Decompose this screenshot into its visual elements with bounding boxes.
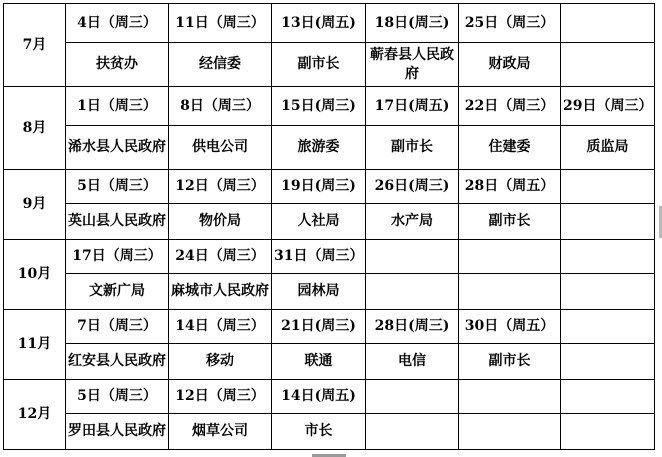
unit-cell: 扶贫办 [66, 43, 169, 87]
unit-cell: 水产局 [366, 204, 459, 240]
month-cell: 7月 [4, 4, 66, 87]
month-cell: 12月 [4, 380, 66, 450]
date-cell [561, 4, 655, 43]
unit-cell: 经信委 [169, 43, 272, 87]
unit-cell [561, 274, 655, 310]
unit-cell [561, 414, 655, 450]
month-cell: 9月 [4, 170, 66, 240]
date-cell: 4日（周三） [66, 4, 169, 43]
unit-cell: 烟草公司 [169, 414, 272, 450]
date-cell [561, 310, 655, 344]
unit-cell: 英山县人民政府 [66, 204, 169, 240]
unit-row [4, 204, 655, 240]
unit-cell [459, 274, 561, 310]
date-cell: 26日(周三) [366, 170, 459, 204]
date-cell: 30日（周五） [459, 310, 561, 344]
unit-cell [561, 344, 655, 380]
date-cell: 14日（周三） [169, 310, 272, 344]
date-cell: 15日(周三) [272, 87, 366, 126]
unit-cell: 副市长 [366, 126, 459, 170]
date-cell: 5日（周三） [66, 170, 169, 204]
unit-cell: 物价局 [169, 204, 272, 240]
unit-row [4, 43, 655, 87]
month-cell: 10月 [4, 240, 66, 310]
date-cell [561, 170, 655, 204]
unit-cell: 红安县人民政府 [66, 344, 169, 380]
date-cell: 5日（周三） [66, 380, 169, 414]
unit-row [4, 274, 655, 310]
unit-cell: 联通 [272, 344, 366, 380]
unit-cell: 副市长 [459, 344, 561, 380]
date-cell: 12日（周三） [169, 170, 272, 204]
unit-cell: 移动 [169, 344, 272, 380]
date-cell: 12日（周三） [169, 380, 272, 414]
date-cell: 11日（周三） [169, 4, 272, 43]
date-cell: 13日(周五) [272, 4, 366, 43]
unit-row [4, 344, 655, 380]
unit-cell [366, 414, 459, 450]
date-cell: 17日（周三） [66, 240, 169, 274]
date-cell [366, 240, 459, 274]
schedule-table [3, 3, 655, 450]
date-cell: 21日(周三) [272, 310, 366, 344]
unit-cell: 麻城市人民政府 [169, 274, 272, 310]
date-cell: 22日（周三） [459, 87, 561, 126]
date-cell: 31日（周三） [272, 240, 366, 274]
unit-cell: 园林局 [272, 274, 366, 310]
unit-cell [459, 414, 561, 450]
month-cell: 11月 [4, 310, 66, 380]
date-row [4, 87, 655, 126]
unit-cell: 供电公司 [169, 126, 272, 170]
date-cell: 8日（周三） [169, 87, 272, 126]
date-cell: 28日(周三) [366, 310, 459, 344]
date-row [4, 170, 655, 204]
date-row [4, 380, 655, 414]
unit-cell: 财政局 [459, 43, 561, 87]
date-row [4, 310, 655, 344]
date-cell: 1日（周三） [66, 87, 169, 126]
unit-cell: 电信 [366, 344, 459, 380]
unit-cell: 副市长 [272, 43, 366, 87]
date-cell [366, 380, 459, 414]
unit-cell: 旅游委 [272, 126, 366, 170]
unit-cell: 住建委 [459, 126, 561, 170]
date-cell [459, 240, 561, 274]
date-cell: 28日（周五） [459, 170, 561, 204]
date-cell: 18日(周三) [366, 4, 459, 43]
unit-cell [561, 204, 655, 240]
unit-cell: 浠水县人民政府 [66, 126, 169, 170]
unit-row [4, 414, 655, 450]
date-cell [459, 380, 561, 414]
unit-cell: 市长 [272, 414, 366, 450]
date-cell: 7日（周三） [66, 310, 169, 344]
unit-cell: 质监局 [561, 126, 655, 170]
unit-cell: 文新广局 [66, 274, 169, 310]
date-cell: 19日(周三) [272, 170, 366, 204]
unit-cell [561, 43, 655, 87]
unit-cell: 罗田县人民政府 [66, 414, 169, 450]
date-cell [561, 380, 655, 414]
month-cell: 8月 [4, 87, 66, 170]
date-row [4, 4, 655, 43]
unit-cell: 蕲春县人民政府 [366, 43, 459, 87]
unit-cell [366, 274, 459, 310]
date-cell: 25日（周三） [459, 4, 561, 43]
unit-row [4, 126, 655, 170]
date-cell [561, 240, 655, 274]
unit-cell: 人社局 [272, 204, 366, 240]
date-row [4, 240, 655, 274]
date-cell: 14日(周五) [272, 380, 366, 414]
date-cell: 17日(周五) [366, 87, 459, 126]
date-cell: 29日（周三） [561, 87, 655, 126]
unit-cell: 副市长 [459, 204, 561, 240]
date-cell: 24日（周三） [169, 240, 272, 274]
